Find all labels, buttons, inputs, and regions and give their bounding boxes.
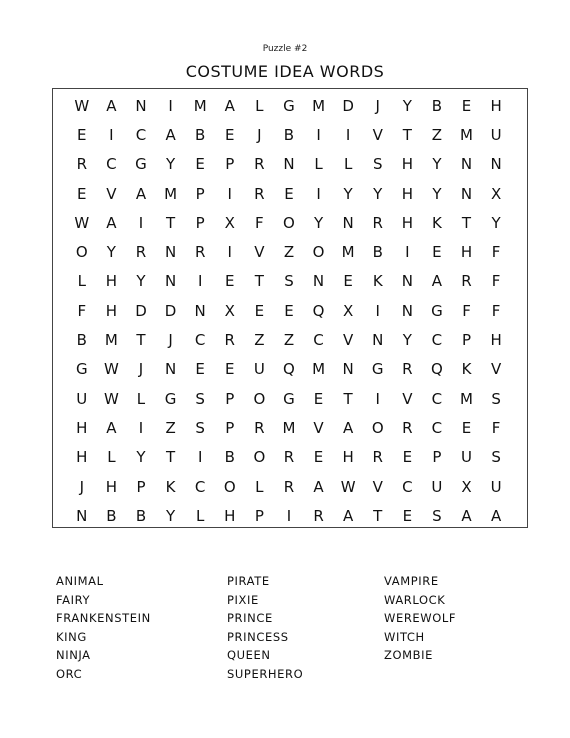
grid-letter: A xyxy=(431,272,443,291)
grid-letter: I xyxy=(197,272,203,291)
grid-letter: P xyxy=(254,506,264,525)
word-list-item: WEREWOLF xyxy=(384,611,457,626)
grid-letter: A xyxy=(490,506,502,525)
grid-letter: R xyxy=(76,155,88,174)
grid-letter: I xyxy=(138,418,144,437)
grid-letter: N xyxy=(460,155,473,174)
grid-letter: V xyxy=(490,360,502,379)
grid-letter: U xyxy=(431,477,443,496)
grid-letter: K xyxy=(165,477,176,496)
grid-letter: V xyxy=(372,477,383,496)
grid-letter: Y xyxy=(402,331,412,350)
grid-letter: F xyxy=(491,418,501,437)
grid-letter: T xyxy=(402,125,412,144)
grid-letter: E xyxy=(284,301,294,320)
grid-letter: D xyxy=(342,96,354,115)
grid-letter: M xyxy=(104,331,118,350)
grid-letter: J xyxy=(79,477,85,496)
grid-letter: N xyxy=(164,272,177,291)
grid-letter: V xyxy=(372,125,383,144)
grid-letter: G xyxy=(283,96,295,115)
grid-letter: O xyxy=(75,243,88,262)
word-list-item: NINJA xyxy=(56,648,91,663)
letter-grid-cells xyxy=(67,91,511,530)
word-list-item: ZOMBIE xyxy=(384,648,433,663)
grid-letter: H xyxy=(490,331,502,350)
grid-letter: O xyxy=(312,243,325,262)
grid-letter: A xyxy=(165,125,176,144)
grid-letter: H xyxy=(76,448,88,467)
grid-letter: P xyxy=(195,213,205,232)
grid-letter: Z xyxy=(165,418,176,437)
grid-letter: P xyxy=(225,155,235,174)
grid-letter: Y xyxy=(402,96,412,115)
grid-letter: V xyxy=(106,184,117,203)
grid-letter: U xyxy=(461,448,472,467)
grid-letter: I xyxy=(316,125,321,144)
grid-letter: S xyxy=(284,272,294,291)
grid-letter: P xyxy=(225,418,235,437)
word-list xyxy=(0,572,570,702)
grid-letter: A xyxy=(313,477,324,496)
grid-letter: N xyxy=(164,243,177,262)
grid-letter: H xyxy=(401,184,413,203)
grid-letter: S xyxy=(491,448,501,467)
grid-letter: J xyxy=(375,96,380,115)
grid-letter: I xyxy=(405,243,410,262)
grid-letter: U xyxy=(76,389,88,408)
grid-letter: B xyxy=(431,96,443,115)
word-list-column-3 xyxy=(384,572,456,665)
grid-letter: Y xyxy=(373,184,383,203)
grid-letter: H xyxy=(460,243,473,262)
grid-letter: L xyxy=(77,272,86,291)
grid-letter: W xyxy=(74,213,90,232)
grid-letter: Y xyxy=(165,155,176,174)
word-list-item: ORC xyxy=(56,666,83,681)
word-list-column-1 xyxy=(56,572,151,684)
grid-letter: F xyxy=(491,272,501,291)
grid-letter: U xyxy=(253,360,265,379)
grid-letter: E xyxy=(195,360,205,379)
grid-letter: R xyxy=(372,213,383,232)
grid-letter: N xyxy=(401,272,413,291)
grid-letter: N xyxy=(490,155,502,174)
grid-letter: T xyxy=(461,213,472,232)
grid-letter: Y xyxy=(343,184,353,203)
grid-letter: Y xyxy=(136,272,146,291)
grid-letter: B xyxy=(195,125,206,144)
grid-letter: E xyxy=(343,272,353,291)
grid-letter: V xyxy=(402,389,413,408)
grid-letter: W xyxy=(340,477,356,496)
grid-letter: I xyxy=(109,125,114,144)
grid-letter: I xyxy=(375,389,380,408)
grid-letter: Y xyxy=(313,213,324,232)
grid-letter: B xyxy=(76,331,87,350)
grid-letter: K xyxy=(432,213,442,232)
grid-letter: A xyxy=(106,96,117,115)
grid-letter: B xyxy=(224,448,235,467)
grid-letter: G xyxy=(164,389,177,408)
grid-letter: R xyxy=(283,477,295,496)
grid-letter: F xyxy=(491,301,501,320)
grid-letter: Q xyxy=(431,360,443,379)
word-list-item: FRANKENSTEIN xyxy=(56,611,151,626)
grid-letter: R xyxy=(224,331,235,350)
grid-letter: D xyxy=(164,301,177,320)
grid-letter: X xyxy=(343,301,354,320)
grid-letter: B xyxy=(106,506,117,525)
grid-letter: T xyxy=(165,213,176,232)
grid-letter: Z xyxy=(431,125,443,144)
word-list-item: PIRATE xyxy=(227,574,270,588)
grid-letter: I xyxy=(286,506,292,525)
grid-letter: K xyxy=(461,360,472,379)
grid-letter: H xyxy=(105,477,118,496)
grid-letter: H xyxy=(490,96,502,115)
grid-letter: L xyxy=(314,155,323,174)
grid-letter: W xyxy=(103,360,119,379)
grid-letter: E xyxy=(313,389,324,408)
word-list-item: SUPERHERO xyxy=(227,666,304,681)
grid-letter: E xyxy=(313,448,324,467)
grid-letter: S xyxy=(372,155,383,174)
word-list-column-2 xyxy=(227,572,303,684)
grid-letter: C xyxy=(431,389,443,408)
grid-letter: H xyxy=(401,155,413,174)
grid-letter: L xyxy=(195,506,205,525)
grid-letter: E xyxy=(432,243,442,262)
grid-letter: M xyxy=(282,418,296,437)
grid-letter: M xyxy=(341,243,355,262)
grid-letter: T xyxy=(165,448,176,467)
grid-letter: L xyxy=(255,96,264,115)
grid-letter: U xyxy=(490,477,502,496)
grid-letter: I xyxy=(375,301,380,320)
grid-letter: C xyxy=(313,331,324,350)
grid-letter: E xyxy=(461,96,472,115)
grid-letter: X xyxy=(461,477,472,496)
grid-letter: B xyxy=(283,125,295,144)
grid-letter: H xyxy=(105,301,118,320)
word-list-item: FAIRY xyxy=(56,592,91,607)
grid-letter: M xyxy=(460,389,473,408)
grid-letter: R xyxy=(313,506,324,525)
grid-letter: O xyxy=(223,477,236,496)
word-list-item: PIXIE xyxy=(227,592,259,607)
grid-letter: J xyxy=(138,360,144,379)
grid-letter: C xyxy=(106,155,117,174)
grid-letter: F xyxy=(491,243,501,262)
grid-letter: Z xyxy=(283,331,295,350)
grid-letter: N xyxy=(76,506,88,525)
grid-letter: E xyxy=(225,272,235,291)
grid-letter: E xyxy=(225,125,235,144)
grid-letter: O xyxy=(253,389,266,408)
grid-letter: R xyxy=(254,184,265,203)
grid-letter: T xyxy=(254,272,264,291)
grid-letter: V xyxy=(254,243,265,262)
grid-letter: Y xyxy=(136,448,146,467)
grid-letter: F xyxy=(255,213,264,232)
grid-letter: Q xyxy=(312,301,325,320)
grid-letter: M xyxy=(460,125,473,144)
grid-letter: A xyxy=(461,506,472,525)
grid-letter: D xyxy=(135,301,147,320)
grid-letter: E xyxy=(461,418,472,437)
grid-letter: E xyxy=(77,125,87,144)
grid-letter: N xyxy=(342,213,354,232)
grid-letter: L xyxy=(255,477,264,496)
grid-letter: H xyxy=(342,448,354,467)
grid-letter: U xyxy=(490,125,502,144)
grid-letter: C xyxy=(402,477,413,496)
grid-letter: C xyxy=(431,331,443,350)
grid-letter: Z xyxy=(254,331,265,350)
grid-letter: C xyxy=(431,418,443,437)
word-list-item: ANIMAL xyxy=(56,574,104,588)
grid-letter: V xyxy=(343,331,354,350)
grid-letter: O xyxy=(253,448,266,467)
grid-letter: P xyxy=(432,448,442,467)
grid-letter: E xyxy=(402,448,413,467)
grid-letter: R xyxy=(135,243,147,262)
grid-letter: A xyxy=(224,96,235,115)
grid-letter: N xyxy=(194,301,206,320)
grid-letter: C xyxy=(194,477,206,496)
grid-letter: E xyxy=(225,360,235,379)
grid-letter: I xyxy=(345,125,351,144)
letter-grid xyxy=(52,88,528,528)
grid-letter: T xyxy=(136,331,146,350)
grid-letter: S xyxy=(195,389,205,408)
grid-letter: K xyxy=(372,272,383,291)
grid-letter: R xyxy=(283,448,295,467)
grid-letter: P xyxy=(225,389,235,408)
grid-letter: P xyxy=(136,477,146,496)
grid-letter: G xyxy=(431,301,443,320)
grid-letter: L xyxy=(136,389,146,408)
grid-letter: R xyxy=(461,272,472,291)
puzzle-number: Puzzle #2 xyxy=(262,44,308,54)
grid-letter: N xyxy=(312,272,325,291)
grid-letter: R xyxy=(194,243,206,262)
word-list-item: KING xyxy=(56,629,87,644)
grid-letter: C xyxy=(194,331,206,350)
grid-letter: H xyxy=(224,506,236,525)
grid-letter: O xyxy=(371,418,384,437)
grid-letter: N xyxy=(401,301,413,320)
grid-letter: J xyxy=(257,125,262,144)
grid-letter: W xyxy=(74,96,90,115)
grid-letter: E xyxy=(284,184,294,203)
word-list-item: PRINCE xyxy=(227,611,273,626)
grid-letter: H xyxy=(401,213,413,232)
grid-letter: J xyxy=(168,331,173,350)
grid-letter: P xyxy=(195,184,205,203)
grid-letter: Y xyxy=(432,155,442,174)
grid-letter: R xyxy=(254,155,265,174)
grid-letter: E xyxy=(195,155,205,174)
grid-letter: G xyxy=(135,155,147,174)
grid-letter: H xyxy=(76,418,88,437)
grid-letter: N xyxy=(342,360,354,379)
grid-letter: W xyxy=(103,389,119,408)
grid-letter: A xyxy=(135,184,147,203)
grid-letter: F xyxy=(462,301,471,320)
grid-letter: S xyxy=(432,506,442,525)
grid-letter: I xyxy=(138,213,144,232)
grid-letter: T xyxy=(373,506,383,525)
grid-letter: I xyxy=(227,184,232,203)
word-list-item: VAMPIRE xyxy=(384,574,439,588)
grid-letter: R xyxy=(254,418,265,437)
grid-letter: M xyxy=(193,96,207,115)
grid-letter: I xyxy=(197,448,203,467)
grid-letter: N xyxy=(164,360,177,379)
grid-letter: S xyxy=(195,418,205,437)
grid-letter: M xyxy=(312,96,326,115)
grid-letter: I xyxy=(168,96,173,115)
grid-letter: R xyxy=(402,360,413,379)
grid-letter: C xyxy=(135,125,147,144)
grid-letter: Z xyxy=(283,243,295,262)
grid-letter: R xyxy=(372,448,383,467)
grid-letter: A xyxy=(343,506,354,525)
grid-letter: M xyxy=(312,360,326,379)
grid-letter: Y xyxy=(432,184,442,203)
grid-letter: R xyxy=(402,418,413,437)
grid-letter: I xyxy=(227,243,232,262)
grid-letter: A xyxy=(106,213,117,232)
grid-letter: Y xyxy=(491,213,501,232)
grid-letter: N xyxy=(460,184,473,203)
grid-letter: B xyxy=(135,506,147,525)
grid-letter: G xyxy=(75,360,88,379)
grid-letter: H xyxy=(105,272,118,291)
grid-letter: G xyxy=(371,360,384,379)
grid-letter: L xyxy=(107,448,116,467)
grid-letter: E xyxy=(402,506,413,525)
grid-letter: P xyxy=(461,331,472,350)
grid-letter: F xyxy=(77,301,87,320)
grid-letter: I xyxy=(316,184,321,203)
grid-letter: A xyxy=(343,418,354,437)
grid-letter: E xyxy=(254,301,265,320)
word-list-item: WARLOCK xyxy=(384,592,446,607)
word-list-item: WITCH xyxy=(384,629,425,644)
grid-letter: S xyxy=(491,389,501,408)
grid-letter: T xyxy=(343,389,353,408)
grid-letter: V xyxy=(313,418,324,437)
grid-letter: X xyxy=(490,184,502,203)
grid-letter: G xyxy=(283,389,295,408)
grid-letter: Q xyxy=(283,360,295,379)
grid-letter: E xyxy=(77,184,87,203)
grid-letter: Y xyxy=(165,506,176,525)
grid-letter: Y xyxy=(106,243,116,262)
grid-letter: X xyxy=(224,213,235,232)
grid-letter: O xyxy=(283,213,295,232)
word-list-item: QUEEN xyxy=(227,648,271,663)
grid-letter: N xyxy=(372,331,384,350)
grid-letter: B xyxy=(372,243,383,262)
grid-letter: L xyxy=(343,155,353,174)
grid-letter: N xyxy=(135,96,147,115)
grid-letter: A xyxy=(106,418,117,437)
word-list-item: PRINCESS xyxy=(227,629,289,644)
grid-letter: N xyxy=(283,155,295,174)
grid-letter: X xyxy=(224,301,235,320)
grid-letter: M xyxy=(164,184,178,203)
page-title: COSTUME IDEA WORDS xyxy=(185,62,385,81)
